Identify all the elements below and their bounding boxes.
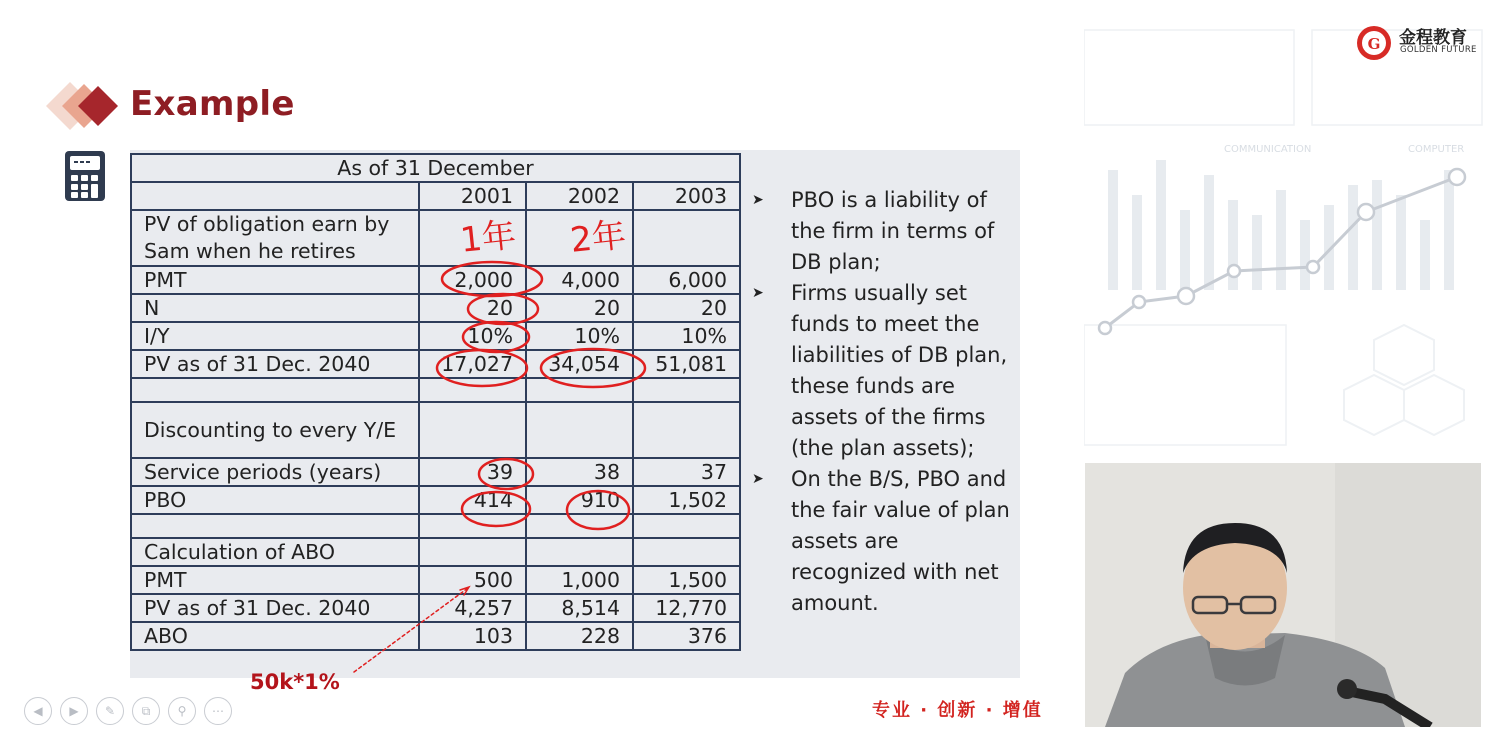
table-header: As of 31 December: [131, 154, 740, 182]
bullet-item: [752, 464, 1017, 619]
bullet-item: [752, 185, 1017, 278]
title-diamond-icon: [46, 82, 126, 130]
table-cell: 12,770: [633, 594, 740, 622]
deco-label: COMMUNICATION: [1224, 144, 1312, 155]
decorative-infographic: [1084, 20, 1484, 460]
arrow-bullet-icon: ➤: [752, 471, 764, 487]
calculator-icon: [64, 150, 106, 202]
row-label-pbo: PBO: [131, 486, 419, 514]
slogan: 专业 · 创新 · 增值: [872, 700, 1043, 721]
row-label-pv-obligation: PV of obligation earn by Sam when he retires: [131, 210, 419, 266]
table-cell: 10%: [633, 322, 740, 350]
deco-label: COMPUTER: [1408, 144, 1465, 155]
pension-table: [130, 153, 741, 651]
table-cell: [633, 514, 740, 538]
zoom-icon[interactable]: ⚲: [168, 697, 196, 725]
logo-text-en: GOLDEN FUTURE: [1400, 45, 1477, 55]
bullet-text: On the B/S, PBO and the fair value of plan assets are recognized with net amount.: [791, 467, 1010, 615]
table-cell: 103: [419, 622, 526, 650]
row-label-abo-pmt: PMT: [131, 566, 419, 594]
table-cell: 376: [633, 622, 740, 650]
year-2001: 2001: [419, 182, 526, 210]
bullet-text: Firms usually set funds to meet the liabilities of DB plan, these funds are assets of the firms (the plan assets);: [791, 281, 1008, 460]
svg-text:G: G: [1367, 35, 1381, 53]
pen-icon[interactable]: ✎: [96, 697, 124, 725]
bullet-list: [752, 185, 1017, 619]
year-header-empty: [131, 182, 419, 210]
year-2002: 2002: [526, 182, 633, 210]
table-cell: 10%: [526, 322, 633, 350]
table-cell: [419, 402, 526, 458]
table-cell: [419, 378, 526, 402]
table-cell: 6,000: [633, 266, 740, 294]
row-label-pv-2040: PV as of 31 Dec. 2040: [131, 350, 419, 378]
arrow-bullet-icon: ➤: [752, 285, 764, 301]
row-label-pmt: PMT: [131, 266, 419, 294]
table-cell: [131, 514, 419, 538]
annotation-note: 50k*1%: [250, 670, 340, 694]
table-cell: 1,502: [633, 486, 740, 514]
table-cell: 20: [526, 294, 633, 322]
table-cell: [633, 378, 740, 402]
table-cell: 500: [419, 566, 526, 594]
table-cell: 38: [526, 458, 633, 486]
table-cell: 34,054: [526, 350, 633, 378]
table-cell: 4,000: [526, 266, 633, 294]
annotation-2-year: 2年: [568, 215, 628, 261]
table-cell: 1,000: [526, 566, 633, 594]
row-label-abo-pv-2040: PV as of 31 Dec. 2040: [131, 594, 419, 622]
table-cell: [633, 402, 740, 458]
table-cell: 10%: [419, 322, 526, 350]
table-cell: 17,027: [419, 350, 526, 378]
table-cell: [633, 538, 740, 566]
table-cell: [526, 538, 633, 566]
prev-icon[interactable]: ◀: [24, 697, 52, 725]
table-cell: 39: [419, 458, 526, 486]
row-label-n: N: [131, 294, 419, 322]
table-cell: [419, 538, 526, 566]
table-cell: 910: [526, 486, 633, 514]
table-cell: 37: [633, 458, 740, 486]
row-label-iy: I/Y: [131, 322, 419, 350]
bullet-text: PBO is a liability of the firm in terms of DB plan;: [791, 188, 995, 274]
annotation-1-year: 1年: [458, 215, 518, 261]
table-cell: 4,257: [419, 594, 526, 622]
table-cell: 20: [419, 294, 526, 322]
copy-icon[interactable]: ⧉: [132, 697, 160, 725]
slide-title: Example: [130, 84, 295, 124]
table-cell: [526, 402, 633, 458]
table-cell: 8,514: [526, 594, 633, 622]
table-cell: 1,500: [633, 566, 740, 594]
more-icon[interactable]: ⋯: [204, 697, 232, 725]
table-cell: [633, 210, 740, 266]
row-label-discounting: Discounting to every Y/E: [131, 402, 419, 458]
table-cell: [526, 378, 633, 402]
table-cell: [526, 514, 633, 538]
next-icon[interactable]: ▶: [60, 697, 88, 725]
table-cell: 414: [419, 486, 526, 514]
table-cell: 20: [633, 294, 740, 322]
player-toolbar: [24, 697, 232, 725]
bullet-item: [752, 278, 1017, 464]
table-cell: [131, 378, 419, 402]
row-label-service: Service periods (years): [131, 458, 419, 486]
row-label-abo: ABO: [131, 622, 419, 650]
arrow-bullet-icon: ➤: [752, 192, 764, 208]
row-label-abo-header: Calculation of ABO: [131, 538, 419, 566]
year-2003: 2003: [633, 182, 740, 210]
table-cell: 51,081: [633, 350, 740, 378]
webcam-video: [1085, 463, 1481, 727]
table-cell: 228: [526, 622, 633, 650]
presenter-image: [1085, 463, 1481, 727]
table-cell: [419, 514, 526, 538]
logo-text-cn: 金程教育: [1399, 28, 1467, 48]
table-cell: 2,000: [419, 266, 526, 294]
